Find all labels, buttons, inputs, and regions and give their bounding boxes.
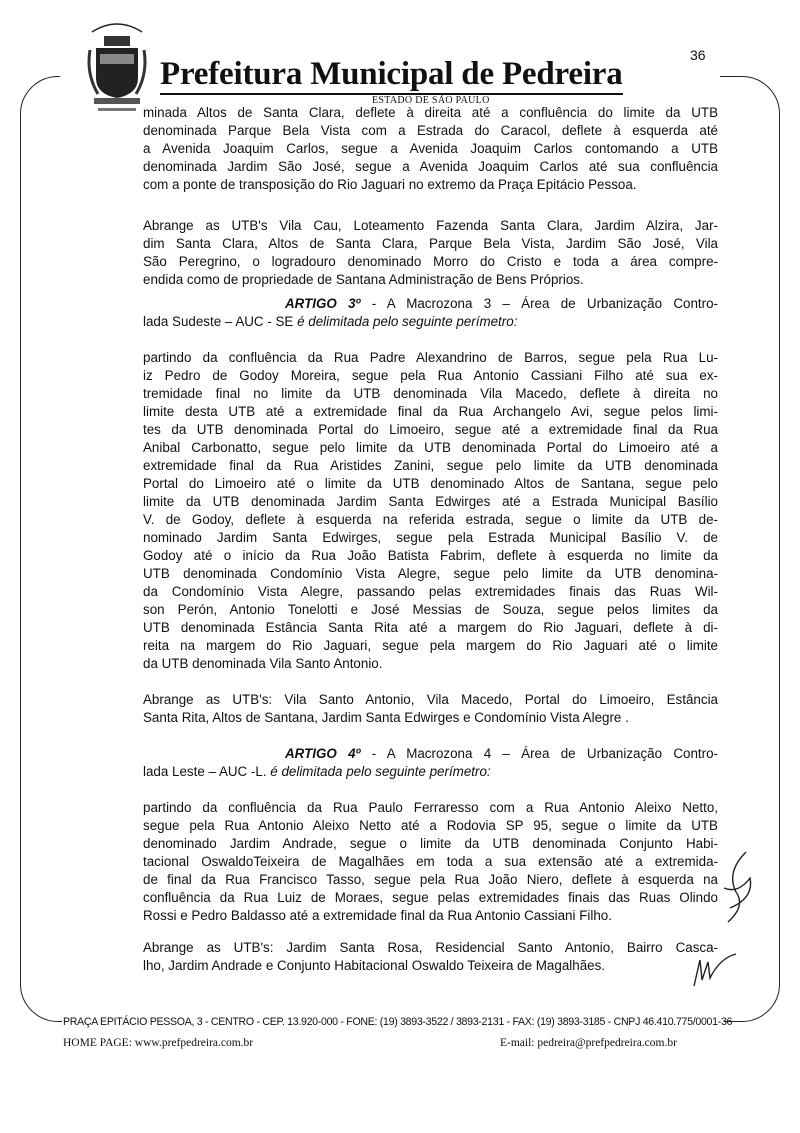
- text-line: iz Pedro de Godoy Moreira, segue pela Rua Antonio Cassiani Filho até sua ex-: [143, 368, 718, 383]
- text-line: denominada Parque Bela Vista com a Estrada do Caracol, deflete à esquerda até: [143, 123, 718, 138]
- footer-address: [63, 1016, 732, 1028]
- text-line: reita na margem do Rio Jaguari, segue pela margem do Rio Jaguari até o limite: [143, 638, 718, 653]
- text-line: lho, Jardim Andrade e Conjunto Habitacional Oswaldo Teixeira de Magalhães.: [143, 958, 606, 973]
- paragraph: [143, 691, 718, 727]
- footer-homepage[interactable]: HOME PAGE: www.prefpedreira.com.br: [63, 1037, 254, 1049]
- address-text: PRAÇA EPITÁCIO PESSOA, 3 - CENTRO - CEP. 13.920-000 - FONE: (19) 3893-3522 / 3893-2131 - FAX: (19) 3893-3185 - CNPJ 46.410.775/0001-36: [63, 1016, 733, 1028]
- article-text: é delimitada pelo seguinte perímetro:: [270, 764, 491, 779]
- text-line: tes da UTB denominada Portal do Limoeiro, segue até a extremidade final da Rua: [143, 422, 718, 437]
- text-line: Santa Rita, Altos de Santana, Jardim Santa Edwirges e Condomínio Vista Alegre .: [143, 710, 629, 725]
- text-line: da Condomínio Vista Alegre, passando pelas extremidades finais das Ruas Wil-: [143, 584, 718, 599]
- text-line: Abrange as UTB's Vila Cau, Loteamento Fazenda Santa Clara, Jardim Alzira, Jar-: [143, 218, 718, 233]
- handwritten-signature-icon: [690, 950, 740, 990]
- article-text: é delimitada pelo seguinte perímetro:: [297, 314, 518, 329]
- text-line: minada Altos de Santa Clara, deflete à direita até a confluência do limite da UTB: [143, 105, 718, 120]
- text-line: nominado Jardim Santa Edwirges, segue pela Estrada Municipal Basílio V. de: [143, 530, 718, 545]
- text-line: UTB denominada Estância Santa Rita até a margem do Rio Jaguari, deflete à di-: [143, 620, 718, 635]
- paragraph: [143, 217, 718, 289]
- paragraph: [143, 799, 718, 925]
- text-line: son Perón, Antonio Tonelotti e José Messias de Souza, segue pelos limites da: [143, 602, 718, 617]
- paragraph: [143, 349, 718, 673]
- text-line: a Avenida Joaquim Carlos, segue a Avenida Joaquim Carlos contomando a UTB: [143, 141, 718, 156]
- paragraph: [143, 104, 718, 194]
- article-text: - A Macrozona 4 – Área de Urbanização Contro-: [360, 746, 718, 761]
- handwritten-initial-icon: [716, 848, 756, 928]
- text-line: V. de Godoy, deflete à esquerda na referida estrada, segue o limite da UTB de-: [143, 512, 718, 527]
- text-line: denominada Jardim São José, segue a Avenida Joaquim Carlos até sua confluência: [143, 159, 718, 174]
- text-line: partindo da confluência da Rua Paulo Ferraresso com a Rua Antonio Aleixo Netto,: [143, 800, 718, 815]
- footer-email[interactable]: E-mail: pedreira@prefpedreira.com.br: [500, 1037, 677, 1049]
- text-line: São Peregrino, o logradouro denominado Morro do Cristo e toda a área compre-: [143, 254, 718, 269]
- page-number: 36: [690, 47, 706, 63]
- text-line: dim Santa Clara, Altos de Santa Clara, Parque Bela Vista, Jardim São José, Vila: [143, 236, 718, 251]
- text-line: UTB denominada Condomínio Vista Alegre, segue pelo limite da UTB denomina-: [143, 566, 718, 581]
- text-line: com a ponte de transposição do Rio Jaguari no extremo da Praça Epitácio Pessoa.: [143, 177, 637, 192]
- article-3-heading: [143, 295, 718, 331]
- text-line: denominado Jardim Andrade, segue o limite da UTB denominada Conjunto Habi-: [143, 836, 718, 851]
- text-line: tremidade final no limite da UTB denominada Vila Macedo, deflete à direita no: [143, 386, 718, 401]
- page-subtitle: ESTADO DE SÃO PAULO: [372, 95, 490, 106]
- page-title: Prefeitura Municipal de Pedreira: [160, 56, 623, 95]
- text-line: Rossi e Pedro Baldasso até a extremidade final da Rua Antonio Cassiani Filho.: [143, 908, 612, 923]
- text-line: de final da Rua Francisco Tasso, segue pela Rua João Niero, deflete à esquerda na: [143, 872, 718, 887]
- article-4-heading: [143, 745, 718, 781]
- article-label: ARTIGO 3º: [285, 296, 361, 311]
- text-line: Abrange as UTB's: Vila Santo Antonio, Vila Macedo, Portal do Limoeiro, Estância: [143, 692, 718, 707]
- text-line: Godoy até o início da Rua João Batista Fabrim, deflete à esquerda no limite da: [143, 548, 718, 563]
- article-text: - A Macrozona 3 – Área de Urbanização Contro-: [360, 296, 718, 311]
- text-line: limite da UTB denominada Jardim Santa Edwirges até a Estrada Municipal Basílio: [143, 494, 718, 509]
- text-line: endida como de propriedade de Santana Administração de Bens Próprios.: [143, 272, 584, 287]
- text-line: limite desta UTB até a extremidade final da Rua Archangelo Avi, segue pelos limi-: [143, 404, 718, 419]
- text-line: Abrange as UTB's: Jardim Santa Rosa, Residencial Santo Antonio, Bairro Casca-: [143, 940, 718, 955]
- municipal-crest-icon: [84, 14, 150, 118]
- paragraph: [143, 939, 718, 975]
- article-label: ARTIGO 4º: [285, 746, 361, 761]
- text-line: confluência da Rua Luiz de Moraes, segue pelas extremidades finais das Ruas Olindo: [143, 890, 718, 905]
- text-line: segue pela Rua Antonio Aleixo Netto até a Rodovia SP 95, segue o limite da UTB: [143, 818, 718, 833]
- article-text: lada Sudeste – AUC - SE: [143, 314, 298, 329]
- text-line: Portal do Limoeiro até o limite da UTB denominado Altos de Santana, segue pelo: [143, 476, 718, 491]
- text-line: partindo da confluência da Rua Padre Alexandrino de Barros, segue pela Rua Lu-: [143, 350, 718, 365]
- text-line: extremidade final da Rua Aristides Zanini, segue pelo limite da UTB denominada: [143, 458, 718, 473]
- text-line: tacional OswaldoTeixeira de Magalhães em toda a sua extensão até a extremida-: [143, 854, 718, 869]
- article-text: lada Leste – AUC -L.: [143, 764, 271, 779]
- text-line: da UTB denominada Vila Santo Antonio.: [143, 656, 383, 671]
- text-line: Anibal Carbonatto, segue pelo limite da UTB denominada Portal do Limoeiro até a: [143, 440, 718, 455]
